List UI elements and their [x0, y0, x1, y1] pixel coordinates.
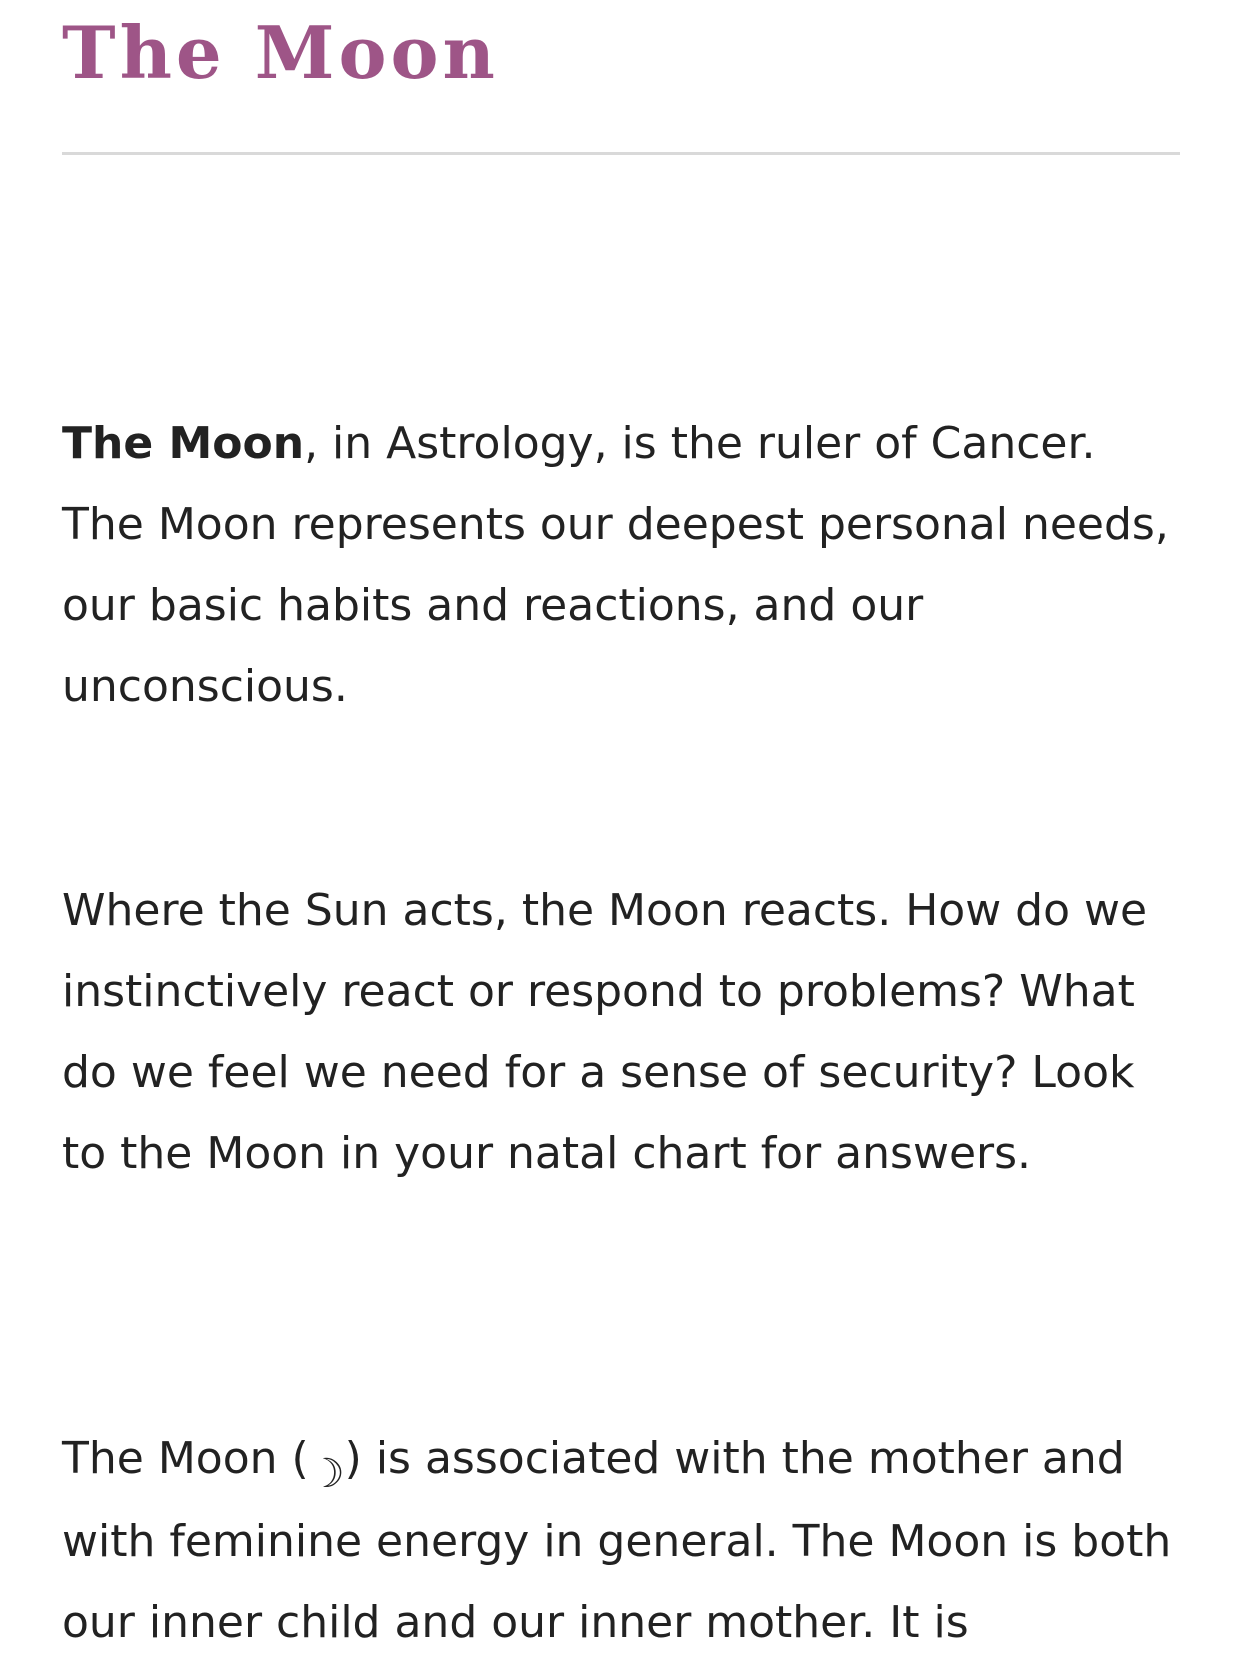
paragraph-sun-moon: Where the Sun acts, the Moon reacts. How do we instinctively react or respond to problems? What do we feel we need for a sense of security? Look to the Moon in your natal chart for answers. — [62, 885, 1148, 1179]
paragraph-mother-rest: ) is associated with the mother and with feminine energy in general. The Moon is both our inner child and our inner mother. It is — [62, 1433, 1172, 1648]
paragraph-intro — [62, 403, 1182, 727]
paragraph-intro-text: , in Astrology, is the ruler of Cancer. The Moon represents our deepest personal needs, our basic habits and reactions, and our unconscious. — [62, 418, 1169, 712]
bold-lead: The Moon — [62, 418, 305, 469]
page-title: The Moon — [62, 10, 499, 95]
article — [62, 0, 1180, 1648]
paragraph-mother-start: The Moon ( — [62, 1433, 309, 1484]
title-divider — [62, 152, 1180, 155]
moon-symbol-icon: ☽ — [308, 1451, 345, 1497]
paragraph-mother — [62, 1418, 1182, 1663]
